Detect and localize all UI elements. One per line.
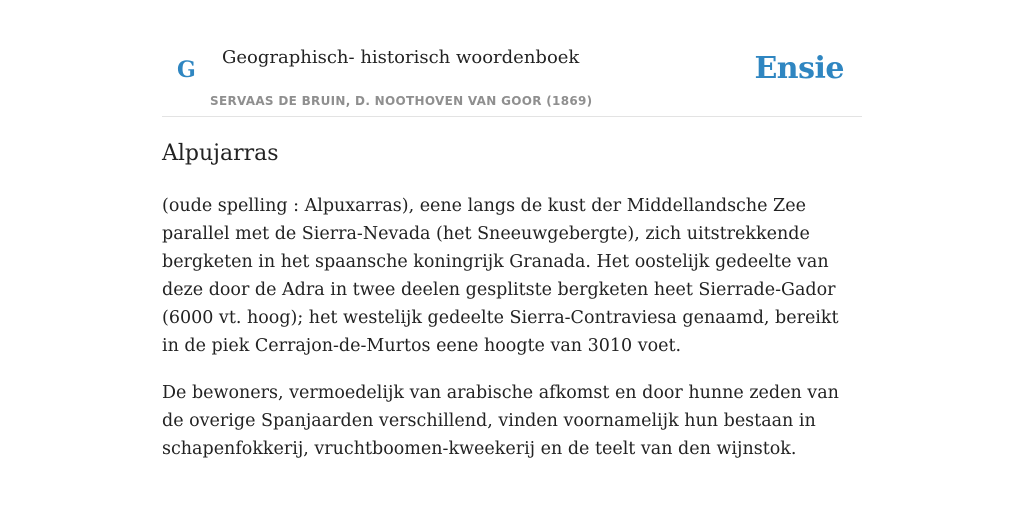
entry-title: Alpujarras <box>162 141 279 166</box>
book-authors: SERVAAS DE BRUIN, D. NOOTHOVEN VAN GOOR (1869) <box>210 94 593 108</box>
book-title-link[interactable]: Geographisch- historisch woordenboek <box>222 47 580 68</box>
article-paragraph: De bewoners, vermoedelijk van arabische afkomst en door hunne zeden van de overige Spanjaarden verschillend, vinden voornamelijk hun bestaan in schapenfokkerij, vruchtboomen-kweekerij en de teelt van den wijnstok. <box>162 383 839 459</box>
article <box>162 138 852 463</box>
page-header <box>162 0 862 117</box>
ensie-logo[interactable]: Ensie <box>754 51 844 86</box>
article-paragraph: (oude spelling : Alpuxarras), eene langs de kust der Middellandsche Zee parallel met de Sierra-Nevada (het Sneeuwgebergte), zich uitstrekkende bergketen in het spaansche koningrijk Granada. Het oostelijk gedeelte van deze door de Adra in twee deelen gesplitste bergketen heet Sierrade-Gador (6000 vt. hoog); het westelijk gedeelte Sierra-Contraviesa genaamd, bereikt in de piek Cerrajon-de-Murtos eene hoogte van 3010 voet. <box>162 196 839 356</box>
book-letter-icon[interactable]: G <box>177 57 196 83</box>
